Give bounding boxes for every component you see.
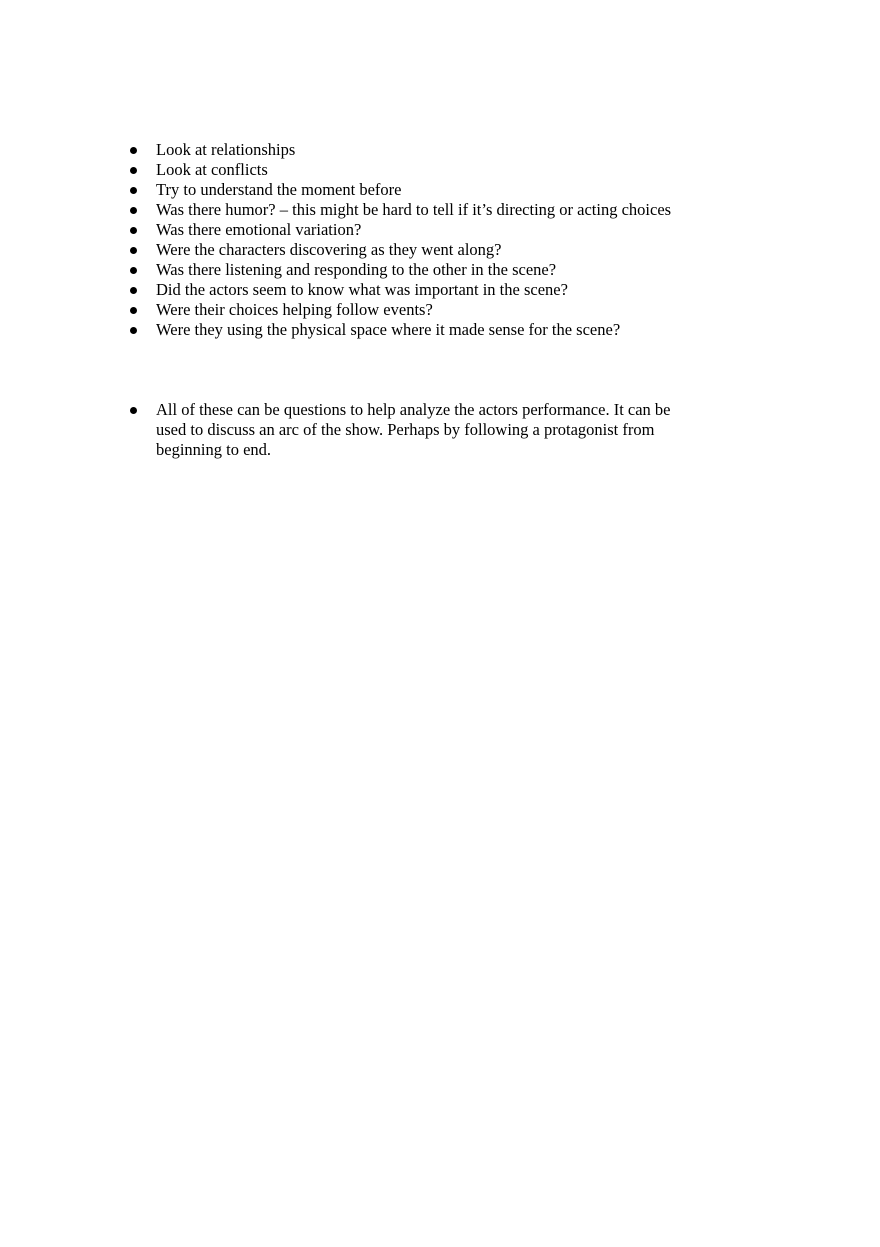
bullet-icon <box>130 407 137 414</box>
list-item-text: Was there humor? – this might be hard to tell if it’s directing or acting choices <box>156 200 672 219</box>
list-item-text: Did the actors seem to know what was important in the scene? <box>156 280 568 299</box>
list-item-text: Was there emotional variation? <box>156 220 362 239</box>
list-item-text: Try to understand the moment before <box>156 180 402 199</box>
question-list <box>130 140 730 340</box>
bullet-icon <box>130 167 137 174</box>
list-item <box>130 160 730 180</box>
list-item <box>130 140 730 160</box>
list-item <box>130 200 730 220</box>
list-item <box>130 400 730 460</box>
list-item <box>130 300 730 320</box>
bullet-icon <box>130 187 137 194</box>
bullet-icon <box>130 247 137 254</box>
summary-list <box>130 400 730 460</box>
list-item <box>130 260 730 280</box>
list-item <box>130 280 730 300</box>
bullet-icon <box>130 207 137 214</box>
bullet-icon <box>130 267 137 274</box>
bullet-icon <box>130 147 137 154</box>
list-item-text: Look at relationships <box>156 140 296 159</box>
bullet-icon <box>130 327 137 334</box>
list-item-text: Were they using the physical space where it made sense for the scene? <box>156 320 621 339</box>
bullet-icon <box>130 227 137 234</box>
list-item-text: Look at conflicts <box>156 160 268 179</box>
list-item-text: Was there listening and responding to the other in the scene? <box>156 260 557 279</box>
list-item-text: Were the characters discovering as they went along? <box>156 240 502 259</box>
bullet-icon <box>130 307 137 314</box>
list-item <box>130 220 730 240</box>
list-item <box>130 180 730 200</box>
bullet-icon <box>130 287 137 294</box>
list-item <box>130 240 730 260</box>
list-item <box>130 320 730 340</box>
list-item-text: Were their choices helping follow events? <box>156 300 433 319</box>
summary-paragraph: All of these can be questions to help analyze the actors performance. It can be used to discuss an arc of the show. Perhaps by following a protagonist from beginning to end. <box>156 400 671 459</box>
